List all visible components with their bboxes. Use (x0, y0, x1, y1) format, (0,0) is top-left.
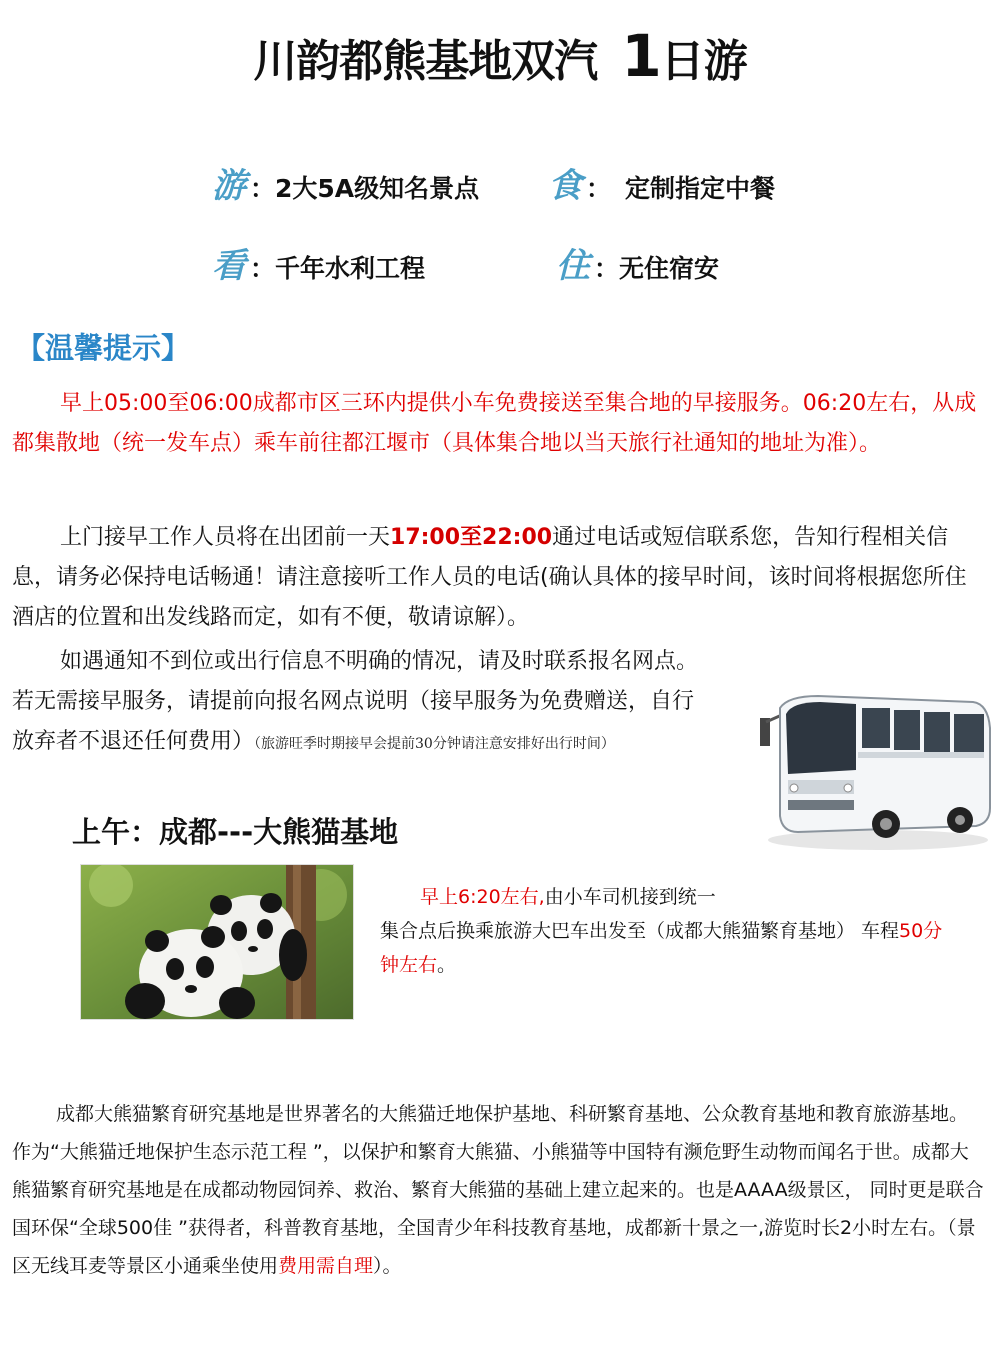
title-number: 1 (621, 22, 661, 90)
panda-image (81, 865, 353, 1019)
feature-colon: ： (586, 174, 612, 203)
title-suffix: 日游 (660, 36, 747, 87)
feature-tour (212, 158, 479, 207)
morning-desc-line-1 (380, 880, 984, 914)
contact-time: 17:00至22:00 (390, 525, 553, 550)
optout-line-1: 若无需接早服务，请提前向报名网点说明（接早服务为免费赠送，自行 (12, 689, 695, 714)
feature-colon: ： (250, 254, 276, 283)
feature-colon: ： (250, 174, 276, 203)
feature-value: 千年水利工程 (275, 254, 426, 283)
morning-description (380, 880, 984, 982)
feature-colon: ： (594, 254, 620, 283)
morning-desc-line-3 (380, 948, 984, 982)
feature-key: 住 (556, 246, 590, 286)
feature-see (212, 238, 425, 287)
feature-value: 2大5A级知名景点 (275, 174, 480, 203)
tips-optout-paragraph (12, 682, 772, 764)
morning-time: 早上6:20左右, (420, 886, 545, 908)
contact-text-before: 上门接早工作人员将在出团前一天 (60, 525, 391, 550)
tips-heading: 【温馨提示】 (16, 331, 191, 365)
page-title (0, 22, 1000, 90)
feature-key: 游 (212, 166, 246, 206)
morning-desc-line-2 (380, 914, 984, 948)
optout-line-2 (12, 722, 772, 764)
tips-contact-paragraph (12, 518, 980, 638)
optout-note: （旅游旺季时期接早会提前30分钟请注意安排好出行时间） (254, 736, 615, 752)
bus-illustration (758, 688, 994, 856)
feature-stay (556, 238, 719, 287)
optout-text: 放弃者不退还任何费用） (12, 729, 255, 754)
intro-fee-note: 费用需自理 (278, 1255, 374, 1277)
intro-end: ）。 (373, 1255, 402, 1277)
morning-heading: 上午：成都---大熊猫基地 (72, 815, 399, 849)
feature-key: 食 (548, 166, 582, 206)
morning-duration: 50分 (899, 920, 943, 942)
feature-value: 无住宿安 (619, 254, 720, 283)
morning-desc-end: 。 (437, 954, 457, 976)
morning-duration-end: 钟左右 (380, 954, 438, 976)
feature-key: 看 (212, 246, 246, 286)
morning-desc-text-2: 集合点后换乘旅游大巴车出发至（成都大熊猫繁育基地） 车程 (380, 920, 900, 942)
bus-icon (758, 688, 994, 856)
feature-food (548, 158, 775, 207)
title-main: 川韵都熊基地双汽 (253, 36, 598, 87)
tips-pickup-paragraph: 早上05:00至06:00成都市区三环内提供小车免费接送至集合地的早接服务。06:20左右，从成都集散地（统一发车点）乘车前往都江堰市（具体集合地以当天旅行社通知的地址为准）。 (12, 391, 977, 456)
intro-text: 成都大熊猫繁育研究基地是世界著名的大熊猫迁地保护基地、科研繁育基地、公众教育基地和教育旅游基地。作为“大熊猫迁地保护生态示范工程 ”，以保护和繁育大熊猫、小熊猫等中国特有濒危野生动物而闻名于世。成都大熊猫繁育研究基地是在成都动物园饲养、救治、繁育大熊猫的基础上建立起来的。也是AAAA级景区， 同时更是联合国环保“全球500佳 ”获得者，科普教育基地，全国青少年科技教育基地，成都新十景之一,游览时长2小时左右。（景区无线耳麦等景区小通乘坐使用 (12, 1103, 984, 1277)
panda-base-intro (12, 1095, 984, 1285)
panda-photo (80, 864, 354, 1020)
feature-value: 定制指定中餐 (625, 174, 776, 203)
morning-desc-text-1: 由小车司机接到统一 (544, 886, 716, 908)
tips-notice-paragraph: 如遇通知不到位或出行信息不明确的情况，请及时联系报名网点。 (60, 649, 699, 674)
contact-text-after: 通过电话或短信联系您，告知行程相关信息，请务必保持电话畅通！请注意接听工作人员的电话(确认具体的接早时间，该时间将根据您所住酒店的位置和出发线路而定，如有不便，敬请谅解）。 (12, 525, 967, 630)
